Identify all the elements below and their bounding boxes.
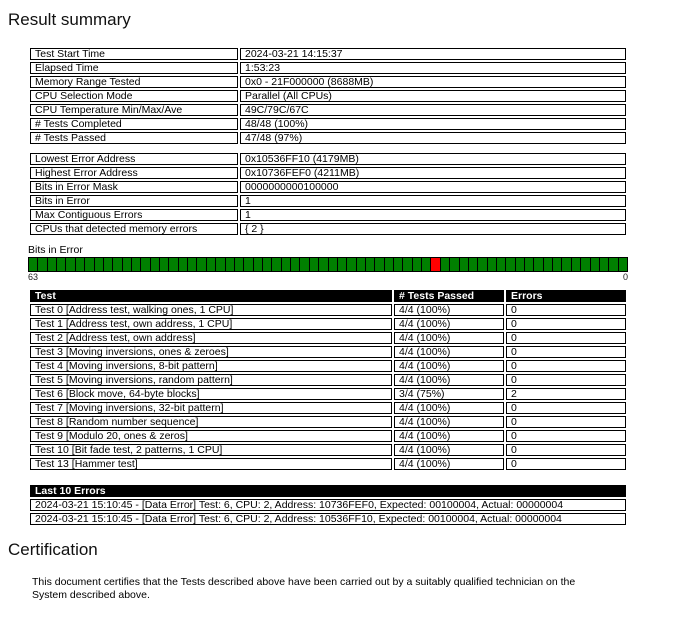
summary-row-label: Elapsed Time (30, 62, 238, 74)
summary-row-value: 47/48 (97%) (240, 132, 626, 144)
test-result-row (30, 360, 626, 372)
test-result-row (30, 444, 626, 456)
tests-results-header-row (30, 290, 626, 302)
last-errors-header: Last 10 Errors (30, 485, 626, 497)
test-result-passed: 4/4 (100%) (394, 374, 504, 386)
summary-row-value: 49C/79C/67C (240, 104, 626, 116)
test-result-name: Test 13 [Hammer test] (30, 458, 392, 470)
test-result-errors: 0 (506, 360, 626, 372)
test-result-name: Test 8 [Random number sequence] (30, 416, 392, 428)
test-result-name: Test 2 [Address test, own address] (30, 332, 392, 344)
test-result-errors: 0 (506, 346, 626, 358)
error-summary-row-label: Lowest Error Address (30, 153, 238, 165)
test-result-errors: 0 (506, 430, 626, 442)
error-summary-row (30, 153, 626, 165)
summary-row (30, 104, 626, 116)
summary-row-value: Parallel (All CPUs) (240, 90, 626, 102)
test-result-name: Test 1 [Address test, own address, 1 CPU] (30, 318, 392, 330)
summary-row (30, 76, 626, 88)
bits-in-error-chart-title: Bits in Error (28, 244, 83, 256)
summary-row-label: # Tests Passed (30, 132, 238, 144)
summary-row (30, 62, 626, 74)
test-result-row (30, 402, 626, 414)
tests-header-test: Test (30, 290, 392, 302)
last-errors-table (28, 483, 628, 527)
test-summary-table (28, 46, 628, 146)
last-error-entry: 2024-03-21 15:10:45 - [Data Error] Test: 6, CPU: 2, Address: 10536FF10, Expected: 00100004, Actual: 00000004 (30, 513, 626, 525)
summary-row-label: CPU Temperature Min/Max/Ave (30, 104, 238, 116)
summary-row-value: 0x0 - 21F000000 (8688MB) (240, 76, 626, 88)
test-summary-table-body (30, 48, 626, 144)
error-summary-row (30, 181, 626, 193)
error-summary-row-label: Max Contiguous Errors (30, 209, 238, 221)
error-summary-row-value: 0x10736FEF0 (4211MB) (240, 167, 626, 179)
summary-row-label: # Tests Completed (30, 118, 238, 130)
tests-header-passed: # Tests Passed (394, 290, 504, 302)
error-summary-row-value: 0000000000100000 (240, 181, 626, 193)
error-summary-row-value: 0x10536FF10 (4179MB) (240, 153, 626, 165)
last-errors-header-row (30, 485, 626, 497)
bit-scale-left-label: 63 (28, 272, 39, 282)
error-summary-row-value: { 2 } (240, 223, 626, 235)
test-result-name: Test 9 [Modulo 20, ones & zeros] (30, 430, 392, 442)
last-error-row (30, 499, 626, 511)
test-result-errors: 0 (506, 444, 626, 456)
test-result-name: Test 0 [Address test, walking ones, 1 CPU] (30, 304, 392, 316)
test-result-passed: 4/4 (100%) (394, 332, 504, 344)
test-result-passed: 4/4 (100%) (394, 430, 504, 442)
test-result-passed: 4/4 (100%) (394, 402, 504, 414)
test-result-row (30, 416, 626, 428)
error-summary-table-body (30, 153, 626, 235)
test-result-row (30, 304, 626, 316)
test-result-passed: 4/4 (100%) (394, 458, 504, 470)
test-result-errors: 0 (506, 332, 626, 344)
test-result-passed: 4/4 (100%) (394, 304, 504, 316)
test-result-errors: 2 (506, 388, 626, 400)
test-result-errors: 0 (506, 416, 626, 428)
test-result-name: Test 3 [Moving inversions, ones & zeroes] (30, 346, 392, 358)
test-result-row (30, 458, 626, 470)
bit-cell-0 (618, 257, 628, 272)
summary-row (30, 132, 626, 144)
certification-text: This document certifies that the Tests described above have been carried out by a suitably qualified technician on the System described above. (32, 576, 576, 601)
bit-scale-right-label: 0 (622, 272, 628, 282)
summary-row-value: 2024-03-21 14:15:37 (240, 48, 626, 60)
tests-results-table-body (30, 304, 626, 470)
test-result-passed: 4/4 (100%) (394, 318, 504, 330)
last-error-entry: 2024-03-21 15:10:45 - [Data Error] Test: 6, CPU: 2, Address: 10736FEF0, Expected: 00100004, Actual: 00000004 (30, 499, 626, 511)
last-error-row (30, 513, 626, 525)
test-result-passed: 4/4 (100%) (394, 444, 504, 456)
summary-row-value: 1:53:23 (240, 62, 626, 74)
test-result-row (30, 318, 626, 330)
error-summary-row-label: Bits in Error Mask (30, 181, 238, 193)
summary-row-label: Test Start Time (30, 48, 238, 60)
error-summary-row-label: Bits in Error (30, 195, 238, 207)
test-result-errors: 0 (506, 374, 626, 386)
last-errors-table-head (30, 485, 626, 497)
error-summary-row (30, 209, 626, 221)
test-result-errors: 0 (506, 304, 626, 316)
test-result-row (30, 346, 626, 358)
tests-results-table (28, 288, 628, 472)
test-result-name: Test 10 [Bit fade test, 2 patterns, 1 CPU] (30, 444, 392, 456)
summary-row (30, 90, 626, 102)
bits-in-error-chart-scale (28, 272, 628, 283)
test-result-row (30, 374, 626, 386)
test-result-passed: 3/4 (75%) (394, 388, 504, 400)
error-summary-row (30, 195, 626, 207)
test-result-errors: 0 (506, 318, 626, 330)
tests-results-table-head (30, 290, 626, 302)
test-result-row (30, 388, 626, 400)
error-summary-row-value: 1 (240, 195, 626, 207)
test-result-errors: 0 (506, 458, 626, 470)
last-errors-table-body (30, 499, 626, 525)
error-summary-row-label: CPUs that detected memory errors (30, 223, 238, 235)
error-summary-row (30, 223, 626, 235)
summary-row (30, 48, 626, 60)
test-result-passed: 4/4 (100%) (394, 416, 504, 428)
test-result-row (30, 332, 626, 344)
summary-row (30, 118, 626, 130)
error-summary-row-value: 1 (240, 209, 626, 221)
test-result-passed: 4/4 (100%) (394, 346, 504, 358)
summary-row-label: Memory Range Tested (30, 76, 238, 88)
result-summary-title: Result summary (8, 10, 131, 29)
test-result-name: Test 7 [Moving inversions, 32-bit pattern] (30, 402, 392, 414)
certification-title: Certification (8, 540, 98, 559)
tests-header-errors: Errors (506, 290, 626, 302)
summary-row-label: CPU Selection Mode (30, 90, 238, 102)
error-summary-row-label: Highest Error Address (30, 167, 238, 179)
bits-in-error-chart (28, 257, 628, 272)
test-result-name: Test 5 [Moving inversions, random pattern] (30, 374, 392, 386)
test-result-name: Test 4 [Moving inversions, 8-bit pattern] (30, 360, 392, 372)
test-result-passed: 4/4 (100%) (394, 360, 504, 372)
error-summary-row (30, 167, 626, 179)
error-summary-table (28, 151, 628, 237)
test-result-row (30, 430, 626, 442)
test-result-errors: 0 (506, 402, 626, 414)
test-result-name: Test 6 [Block move, 64-byte blocks] (30, 388, 392, 400)
summary-row-value: 48/48 (100%) (240, 118, 626, 130)
